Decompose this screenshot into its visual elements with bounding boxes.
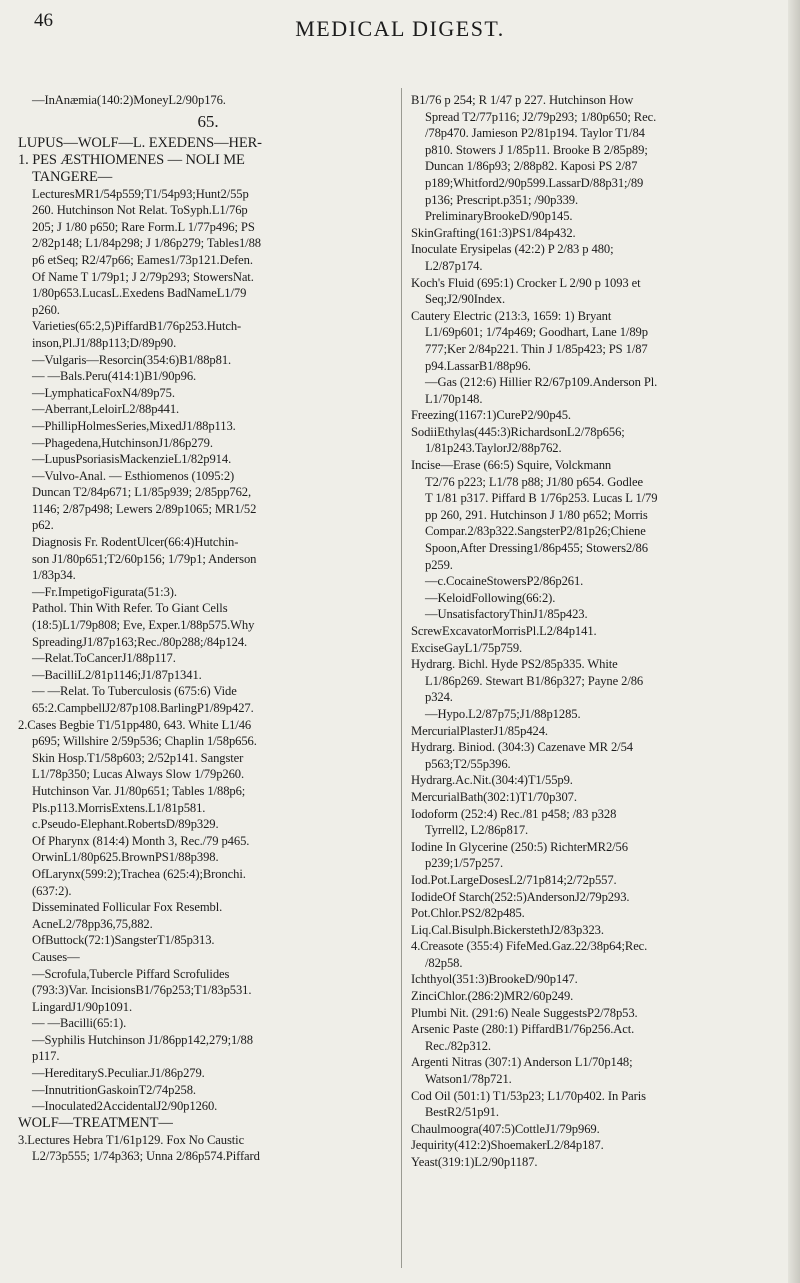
index-line: —InnutritionGaskoinT2/74p258. (32, 1082, 196, 1097)
index-line: —HereditaryS.Peculiar.J1/86p279. (32, 1066, 205, 1081)
index-line: /78p470. Jamieson P2/81p194. Taylor T1/84 (425, 126, 645, 141)
index-line: Chaulmoogra(407:5)CottleJ1/79p969. (411, 1121, 600, 1136)
index-line: p324. (425, 690, 453, 705)
index-line: Jequirity(412:2)ShoemakerL2/84p187. (411, 1138, 604, 1153)
index-line: Cautery Electric (213:3, 1659: 1) Bryant (411, 308, 612, 323)
index-line: p810. Stowers J 1/85p11. Brooke B 2/85p89; (425, 142, 648, 157)
index-line: Hydrarg.Ac.Nit.(304:4)T1/55p9. (411, 773, 573, 788)
index-line: —LupusPsoriasisMackenzieL1/82p914. (32, 452, 232, 467)
index-line: Koch's Fluid (695:1) Crocker L 2/90 p 1093 et (411, 275, 641, 290)
index-line: —Relat.ToCancerJ1/88p117. (32, 651, 176, 666)
index-line: p189;Whitford2/90p599.LassarD/88p31;/89 (425, 175, 644, 190)
index-line: — —Bals.Peru(414:1)B1/90p96. (32, 369, 197, 384)
index-line: 2.Cases Begbie T1/51pp480, 643. White L1/46 (18, 717, 252, 732)
index-line: Ichthyol(351:3)BrookeD/90p147. (411, 972, 578, 987)
index-line: WOLF—TREATMENT— (18, 1114, 173, 1131)
index-line: —Inoculated2AccidentalJ2/90p1260. (32, 1099, 218, 1114)
index-line: SkinGrafting(161:3)PS1/84p432. (411, 225, 576, 240)
index-line: p260. (32, 302, 60, 317)
index-line: —KeloidFollowing(66:2). (425, 590, 556, 605)
index-line: IodideOf Starch(252:5)AndersonJ2/79p293. (411, 889, 630, 904)
index-line: T2/76 p223; L1/78 p88; J1/80 p654. Godlee (425, 474, 644, 489)
index-line: —c.CocaineStowersP2/86p261. (425, 574, 584, 589)
index-line: MercurialBath(302:1)T1/70p307. (411, 789, 577, 804)
index-line: Tyrrell2, L2/86p817. (425, 823, 529, 838)
index-line: —UnsatisfactoryThinJ1/85p423. (425, 607, 588, 622)
index-line: (793:3)Var. IncisionsB1/76p253;T1/83p531. (32, 983, 252, 998)
index-line: 205; J 1/80 p650; Rare Form.L 1/77p496; PS (32, 219, 255, 234)
index-line: Causes— (32, 949, 80, 964)
right-column (411, 92, 777, 1171)
index-line: p695; Willshire 2/59p536; Chaplin 1/58p656. (32, 734, 257, 749)
index-line: 65. (197, 111, 219, 131)
index-line: L1/69p601; 1/74p469; Goodhart, Lane 1/89p (425, 325, 648, 340)
index-line: —InAnæmia(140:2)MoneyL2/90p176. (32, 93, 226, 107)
index-line: Rec./82p312. (425, 1038, 491, 1053)
index-line: ScrewExcavatorMorrisPl.L2/84p141. (411, 624, 597, 638)
index-line: Iod.Pot.LargeDosesL2/71p814;2/72p557. (411, 872, 617, 887)
index-line: AcneL2/78pp36,75,882. (32, 916, 153, 931)
index-line: Freezing(1167:1)CureP2/90p45. (411, 408, 571, 423)
index-line: Yeast(319:1)L2/90p1187. (411, 1155, 538, 1169)
index-line: L1/78p350; Lucas Always Slow 1/79p260. (32, 767, 245, 782)
index-line: 1/83p34. (32, 568, 76, 583)
index-line: p117. (32, 1049, 60, 1064)
index-line: ZinciChlor.(286:2)MR2/60p249. (411, 989, 574, 1004)
index-line: Spread T2/77p116; J2/79p293; 1/80p650; Rec. (425, 109, 657, 124)
index-line: Inoculate Erysipelas (42:2) P 2/83 p 480; (411, 242, 614, 257)
index-line: Of Name T 1/79p1; J 2/79p293; StowersNat. (32, 269, 254, 284)
index-line: Duncan T2/84p671; L1/85p939; 2/85pp762, (32, 485, 252, 500)
index-line: L1/86p269. Stewart B1/86p327; Payne 2/86 (425, 673, 644, 688)
index-line: ExciseGayL1/75p759. (411, 640, 523, 655)
index-line: Seq;J2/90Index. (425, 292, 506, 307)
index-line: T 1/81 p317. Piffard B 1/76p253. Lucas L 1/79 (425, 491, 658, 506)
index-line: Plumbi Nit. (291:6) Neale SuggestsP2/78p53. (411, 1005, 638, 1020)
index-line: SodiiEthylas(445:3)RichardsonL2/78p656; (411, 424, 625, 439)
index-line: Cod Oil (501:1) T1/53p23; L1/70p402. In Paris (411, 1088, 646, 1103)
index-line: OfButtock(72:1)SangsterT1/85p313. (32, 933, 215, 948)
index-line: 260. Hutchinson Not Relat. ToSyph.L1/76p (32, 203, 248, 218)
index-line: — —Bacilli(65:1). (32, 1016, 127, 1031)
index-line: son J1/80p651;T2/60p156; 1/79p1; Anderson (32, 551, 257, 566)
index-line: Skin Hosp.T1/58p603; 2/52p141. Sangster (32, 750, 244, 765)
index-line: Hydrarg. Biniod. (304:3) Cazenave MR 2/54 (411, 740, 633, 755)
index-line: Duncan 1/86p93; 2/88p82. Kaposi PS 2/87 (425, 159, 638, 174)
index-line: p239;1/57p257. (425, 856, 504, 871)
index-line: Incise—Erase (66:5) Squire, Volckmann (411, 458, 612, 473)
index-line: Liq.Cal.Bisulph.BickerstethJ2/83p323. (411, 922, 604, 937)
left-column (18, 92, 398, 1165)
index-line: (18:5)L1/79p808; Eve, Exper.1/88p575.Why (32, 618, 255, 633)
index-line: —Scrofula,Tubercle Piffard Scrofulides (32, 966, 230, 981)
index-line: Arsenic Paste (280:1) PiffardB1/76p256.Act. (411, 1022, 635, 1037)
index-line: SpreadingJ1/87p163;Rec./80p288;/84p124. (32, 634, 248, 649)
index-line: —Phagedena,HutchinsonJ1/86p279. (32, 435, 213, 450)
index-line: LecturesMR1/54p559;T1/54p93;Hunt2/55p (32, 186, 249, 201)
index-line: LingardJ1/90p1091. (32, 999, 132, 1014)
index-line: Diagnosis Fr. RodentUlcer(66:4)Hutchin- (32, 535, 239, 550)
index-line: —Syphilis Hutchinson J1/86pp142,279;1/88 (32, 1032, 253, 1047)
page-edge (788, 0, 800, 1283)
index-line: B1/76 p 254; R 1/47 p 227. Hutchinson How (411, 93, 634, 107)
index-line: p6 etSeq; R2/47p66; Eames1/73p121.Defen. (32, 252, 253, 267)
index-line: TANGERE— (32, 168, 113, 185)
index-line: —Fr.ImpetigoFigurata(51:3). (32, 584, 177, 599)
index-line: 1/81p243.TaylorJ2/88p762. (425, 441, 562, 456)
index-line: —Aberrant,LeloirL2/88p441. (32, 402, 180, 417)
column-divider (401, 88, 402, 1268)
index-line: p259. (425, 557, 453, 572)
index-line: —PhillipHolmesSeries,MixedJ1/88p113. (32, 418, 236, 433)
index-line: —Vulgaris—Resorcin(354:6)B1/88p81. (32, 352, 232, 367)
index-line: —LymphaticaFoxN4/89p75. (32, 385, 175, 400)
index-line: OrwinL1/80p625.BrownPS1/88p398. (32, 850, 219, 865)
index-line: /82p58. (425, 955, 463, 970)
page-header (0, 0, 800, 70)
index-line: Argenti Nitras (307:1) Anderson L1/70p148; (411, 1055, 633, 1070)
index-line: 777;Ker 2/84p221. Thin J 1/85p423; PS 1/87 (425, 341, 648, 356)
index-line: Pls.p113.MorrisExtens.L1/81p581. (32, 800, 206, 815)
index-line: 1/80p653.LucasL.Exedens BadNameL1/79 (32, 286, 247, 301)
index-line: Hutchinson Var. J1/80p651; Tables 1/88p6; (32, 783, 246, 798)
index-line: Disseminated Follicular Fox Resembl. (32, 900, 223, 915)
index-line: inson,Pl.J1/88p113;D/89p90. (32, 335, 177, 350)
index-line: 65:2.CampbellJ2/87p108.BarlingP1/89p427. (32, 701, 254, 715)
index-line: L1/70p148. (425, 391, 483, 406)
index-line: Spoon,After Dressing1/86p455; Stowers2/86 (425, 541, 648, 556)
index-line: Pot.Chlor.PS2/82p485. (411, 906, 525, 921)
index-line: —BacilliL2/81p1146;J1/87p1341. (32, 667, 202, 682)
page-number: 46 (34, 10, 53, 31)
index-line: L2/87p174. (425, 258, 483, 273)
index-line: Pathol. Thin With Refer. To Giant Cells (32, 601, 228, 616)
index-line: LUPUS—WOLF—L. EXEDENS—HER- (18, 134, 262, 151)
index-line: Iodoform (252:4) Rec./81 p458; /83 p328 (411, 806, 617, 821)
index-line: 3.Lectures Hebra T1/61p129. Fox No Caustic (18, 1132, 245, 1147)
index-line: p62. (32, 518, 54, 533)
index-line: —Vulvo-Anal. — Esthiomenos (1095:2) (32, 468, 235, 483)
index-line: Watson1/78p721. (425, 1072, 512, 1087)
index-line: p94.LassarB1/88p96. (425, 358, 531, 373)
index-line: p563;T2/55p396. (425, 756, 511, 771)
index-line: BestR2/51p91. (425, 1105, 499, 1120)
index-line: OfLarynx(599:2);Trachea (625:4);Bronchi. (32, 866, 246, 881)
index-line: Iodine In Glycerine (250:5) RichterMR2/56 (411, 839, 628, 854)
index-line: — —Relat. To Tuberculosis (675:6) Vide (32, 684, 237, 699)
index-line: Varieties(65:2,5)PiffardB1/76p253.Hutch- (32, 319, 242, 334)
index-line: Compar.2/83p322.SangsterP2/81p26;Chiene (425, 524, 646, 539)
index-line: 2/82p148; L1/84p298; J 1/86p279; Tables1/88 (32, 236, 261, 251)
index-line: Of Pharynx (814:4) Month 3, Rec./79 p465. (32, 833, 250, 848)
index-line: —Hypo.L2/87p75;J1/88p1285. (425, 706, 581, 721)
index-line: —Gas (212:6) Hillier R2/67p109.Anderson Pl. (425, 375, 658, 390)
index-line: p136; Prescript.p351; /90p339. (425, 192, 579, 207)
index-line: PreliminaryBrookeD/90p145. (425, 209, 573, 224)
index-line: 4.Creasote (355:4) FifeMed.Gaz.22/38p64;Rec. (411, 939, 648, 954)
index-line: 1146; 2/87p498; Lewers 2/89p1065; MR1/52 (32, 501, 257, 516)
index-line: Hydrarg. Bichl. Hyde PS2/85p335. White (411, 657, 618, 672)
index-line: pp 260, 291. Hutchinson J 1/80 p652; Morris (425, 507, 648, 522)
index-line: MercurialPlasterJ1/85p424. (411, 723, 548, 738)
index-line: (637:2). (32, 883, 72, 898)
running-head: MEDICAL DIGEST. (295, 16, 505, 41)
index-line: L2/73p555; 1/74p363; Unna 2/86p574.Piffard (32, 1149, 260, 1164)
index-line: 1. PES ÆSTHIOMENES — NOLI ME (18, 151, 245, 168)
index-line: c.Pseudo-Elephant.RobertsD/89p329. (32, 817, 219, 832)
